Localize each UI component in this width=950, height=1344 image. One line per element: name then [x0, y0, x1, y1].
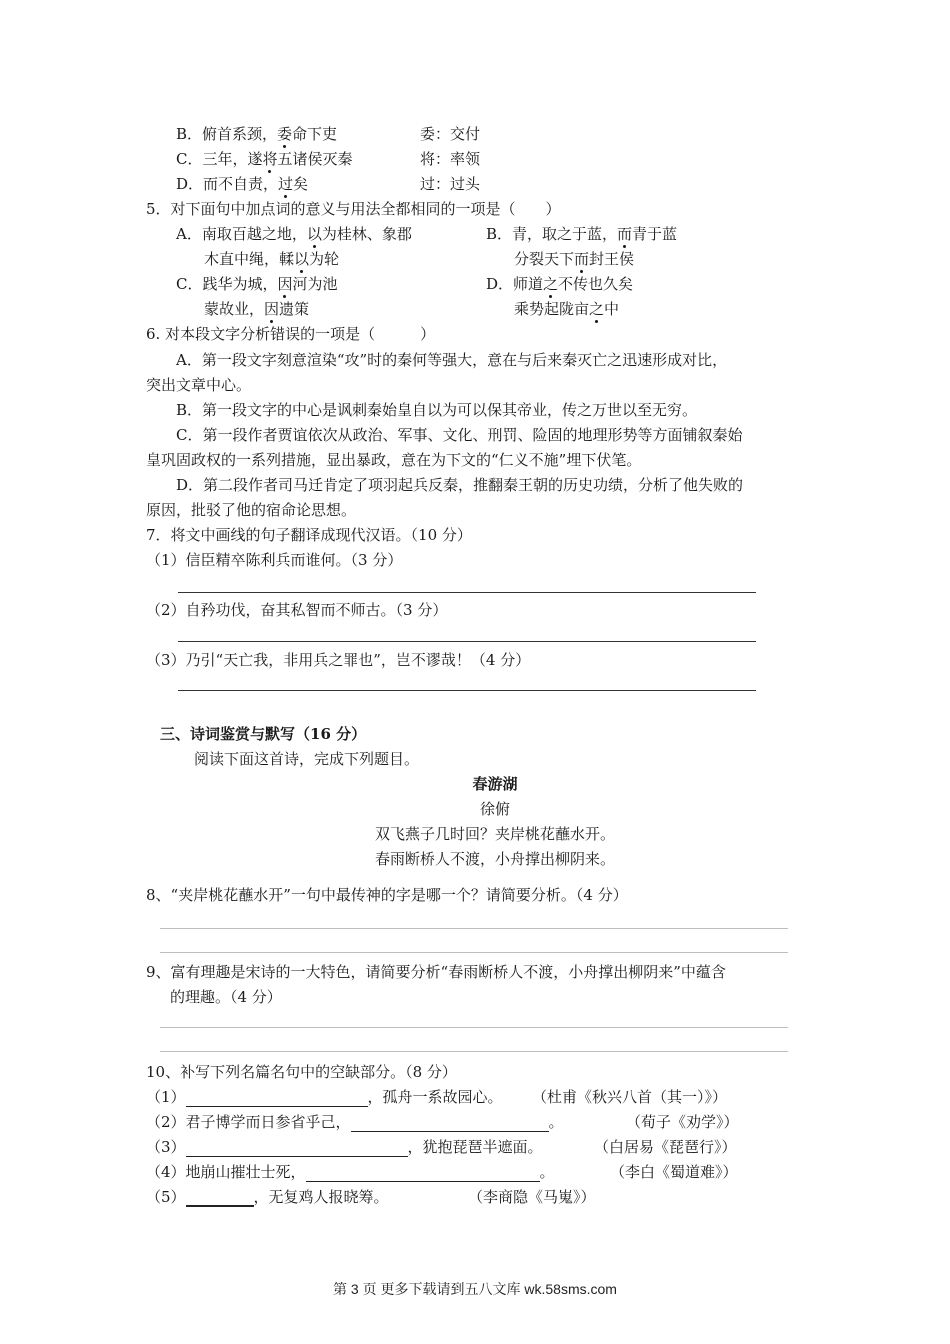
- q5-option-c-line1: C．践华为城，因河为池: [176, 275, 338, 293]
- q4-option-d: D．而不自责，过矣: [176, 175, 309, 193]
- q6-option-c-line2: 皇巩固政权的一系列措施，显出暴政，意在为下文的“仁义不施”埋下伏笔。: [146, 451, 642, 469]
- answer-line[interactable]: [178, 592, 756, 593]
- q10-item-4-source: （李白《蜀道难》）: [610, 1163, 738, 1181]
- fill-blank[interactable]: [186, 1189, 254, 1207]
- q5-option-c-line2: 蒙故业，因遗策: [204, 300, 310, 318]
- q7-sentence-1: （1）信臣精卒陈利兵而谁何。（3 分）: [146, 551, 403, 569]
- page-footer: 第 3 页 更多下载请到五八文库 wk.58sms.com: [333, 1281, 617, 1297]
- q10-item-5: （5） ，无复鸡人报晓筹。: [146, 1188, 389, 1206]
- emphasis-dot-char: 因: [264, 300, 280, 318]
- q10-item-1-source: （杜甫《秋兴八首（其一）》）: [532, 1088, 728, 1106]
- emphasis-dot-char: 以: [306, 225, 322, 243]
- emphasis-dot-char: 而: [574, 250, 590, 268]
- q10-item-1: （1） ，孤舟一系故园心。: [146, 1088, 503, 1106]
- q4-option-b: B．俯首系颈，委命下吏: [176, 125, 338, 143]
- emphasis-dot-char: 之: [543, 275, 559, 293]
- q5-option-b-line2: 分裂天下而封王侯: [514, 250, 635, 268]
- q9-stem-line2: 的理趣。（4 分）: [170, 988, 282, 1006]
- emphasis-dot-char: 将: [262, 150, 278, 168]
- q10-stem: 10、补写下列名篇名句中的空缺部分。（8 分）: [146, 1063, 457, 1081]
- fill-blank[interactable]: [351, 1115, 549, 1132]
- q7-stem: 7．将文中画线的句子翻译成现代汉语。（10 分）: [146, 526, 472, 544]
- answer-line[interactable]: [160, 1027, 788, 1028]
- q10-item-3-source: （白居易《琵琶行》）: [594, 1138, 737, 1156]
- answer-line[interactable]: [160, 1051, 788, 1052]
- q6-option-b: B．第一段文字的中心是讽刺秦始皇自以为可以保其帝业，传之万世以至无穷。: [176, 401, 698, 419]
- q8-stem: 8、“夹岸桃花蘸水开”一句中最传神的字是哪一个？请简要分析。（4 分）: [146, 886, 628, 904]
- q4-option-d-gloss: 过：过头: [420, 175, 481, 193]
- answer-line[interactable]: [178, 641, 756, 642]
- q5-option-d-line2: 乘势起陇亩之中: [514, 300, 620, 318]
- q4-option-c: C．三年，遂将五诸侯灭秦: [176, 150, 353, 168]
- q6-option-d-line1: D．第二段作者司马迁肯定了项羽起兵反秦，推翻秦王朝的历史功绩，分析了他失败的: [176, 476, 744, 494]
- q10-item-2-source: （荀子《劝学》）: [626, 1113, 739, 1131]
- answer-line[interactable]: [178, 690, 756, 691]
- q7-sentence-3: （3）乃引“天亡我，非用兵之罪也”，岂不谬哉！（4 分）: [146, 651, 531, 669]
- q10-item-3: （3） ，犹抱琵琶半遮面。: [146, 1138, 543, 1156]
- poem-line: 春雨断桥人不渡，小舟撑出柳阴来。: [374, 850, 615, 868]
- q6-option-a-line1: A．第一段文字刻意渲染“攻”时的秦何等强大，意在与后来秦灭亡之迅速形成对比，: [176, 351, 728, 369]
- answer-line[interactable]: [160, 952, 788, 953]
- q5-option-a-line2: 木直中绳，輮以为轮: [204, 250, 340, 268]
- emphasis-dot-char: 因: [277, 275, 293, 293]
- fill-blank[interactable]: [186, 1140, 408, 1157]
- q5-stem: 5．对下面句中加点词的意义与用法全都相同的一项是（ ）: [146, 200, 561, 218]
- q7-sentence-2: （2）自矜功伐，奋其私智而不师古。（3 分）: [146, 601, 448, 619]
- emphasis-dot-char: 委: [277, 125, 293, 143]
- q5-option-d-line1: D．师道之不传也久矣: [486, 275, 634, 293]
- q4-option-b-gloss: 委：交付: [420, 125, 481, 143]
- q10-item-5-source: （李商隐《马嵬》）: [468, 1188, 596, 1206]
- section-heading: 三、诗词鉴赏与默写（16 分）: [160, 725, 367, 743]
- q10-item-4: （4）地崩山摧壮士死， 。: [146, 1163, 555, 1181]
- fill-blank[interactable]: [306, 1165, 540, 1182]
- q6-option-a-line2: 突出文章中心。: [146, 376, 252, 394]
- q4-option-c-gloss: 将：率领: [420, 150, 481, 168]
- q5-option-a-line1: A．南取百越之地，以为桂林、象郡: [176, 225, 412, 243]
- fill-blank[interactable]: [186, 1090, 368, 1107]
- q9-stem-line1: 9、富有理趣是宋诗的一大特色，请简要分析“春雨断桥人不渡，小舟撑出柳阴来”中蕴含: [146, 963, 726, 981]
- q10-item-2: （2）君子博学而日参省乎己， 。: [146, 1113, 564, 1131]
- poem-title: 春游湖: [472, 775, 518, 793]
- emphasis-dot-char: 过: [278, 175, 294, 193]
- answer-line[interactable]: [160, 928, 788, 929]
- emphasis-dot-char: 之: [589, 300, 605, 318]
- q6-option-d-line2: 原因，批驳了他的宿命论思想。: [146, 501, 357, 519]
- emphasis-dot-char: 以: [294, 250, 310, 268]
- q5-option-b-line1: B．青，取之于蓝，而青于蓝: [486, 225, 678, 243]
- q6-stem: 6. 对本段文字分析错误的一项是（ ）: [146, 325, 436, 343]
- q6-option-c-line1: C．第一段作者贾谊依次从政治、军事、文化、刑罚、险固的地理形势等方面铺叙秦始: [176, 426, 743, 444]
- section-intro: 阅读下面这首诗，完成下列题目。: [194, 750, 420, 768]
- emphasis-dot-char: 而: [617, 225, 633, 243]
- poem-line: 双飞燕子几时回？夹岸桃花蘸水开。: [374, 825, 615, 843]
- poem-author: 徐俯: [479, 800, 510, 818]
